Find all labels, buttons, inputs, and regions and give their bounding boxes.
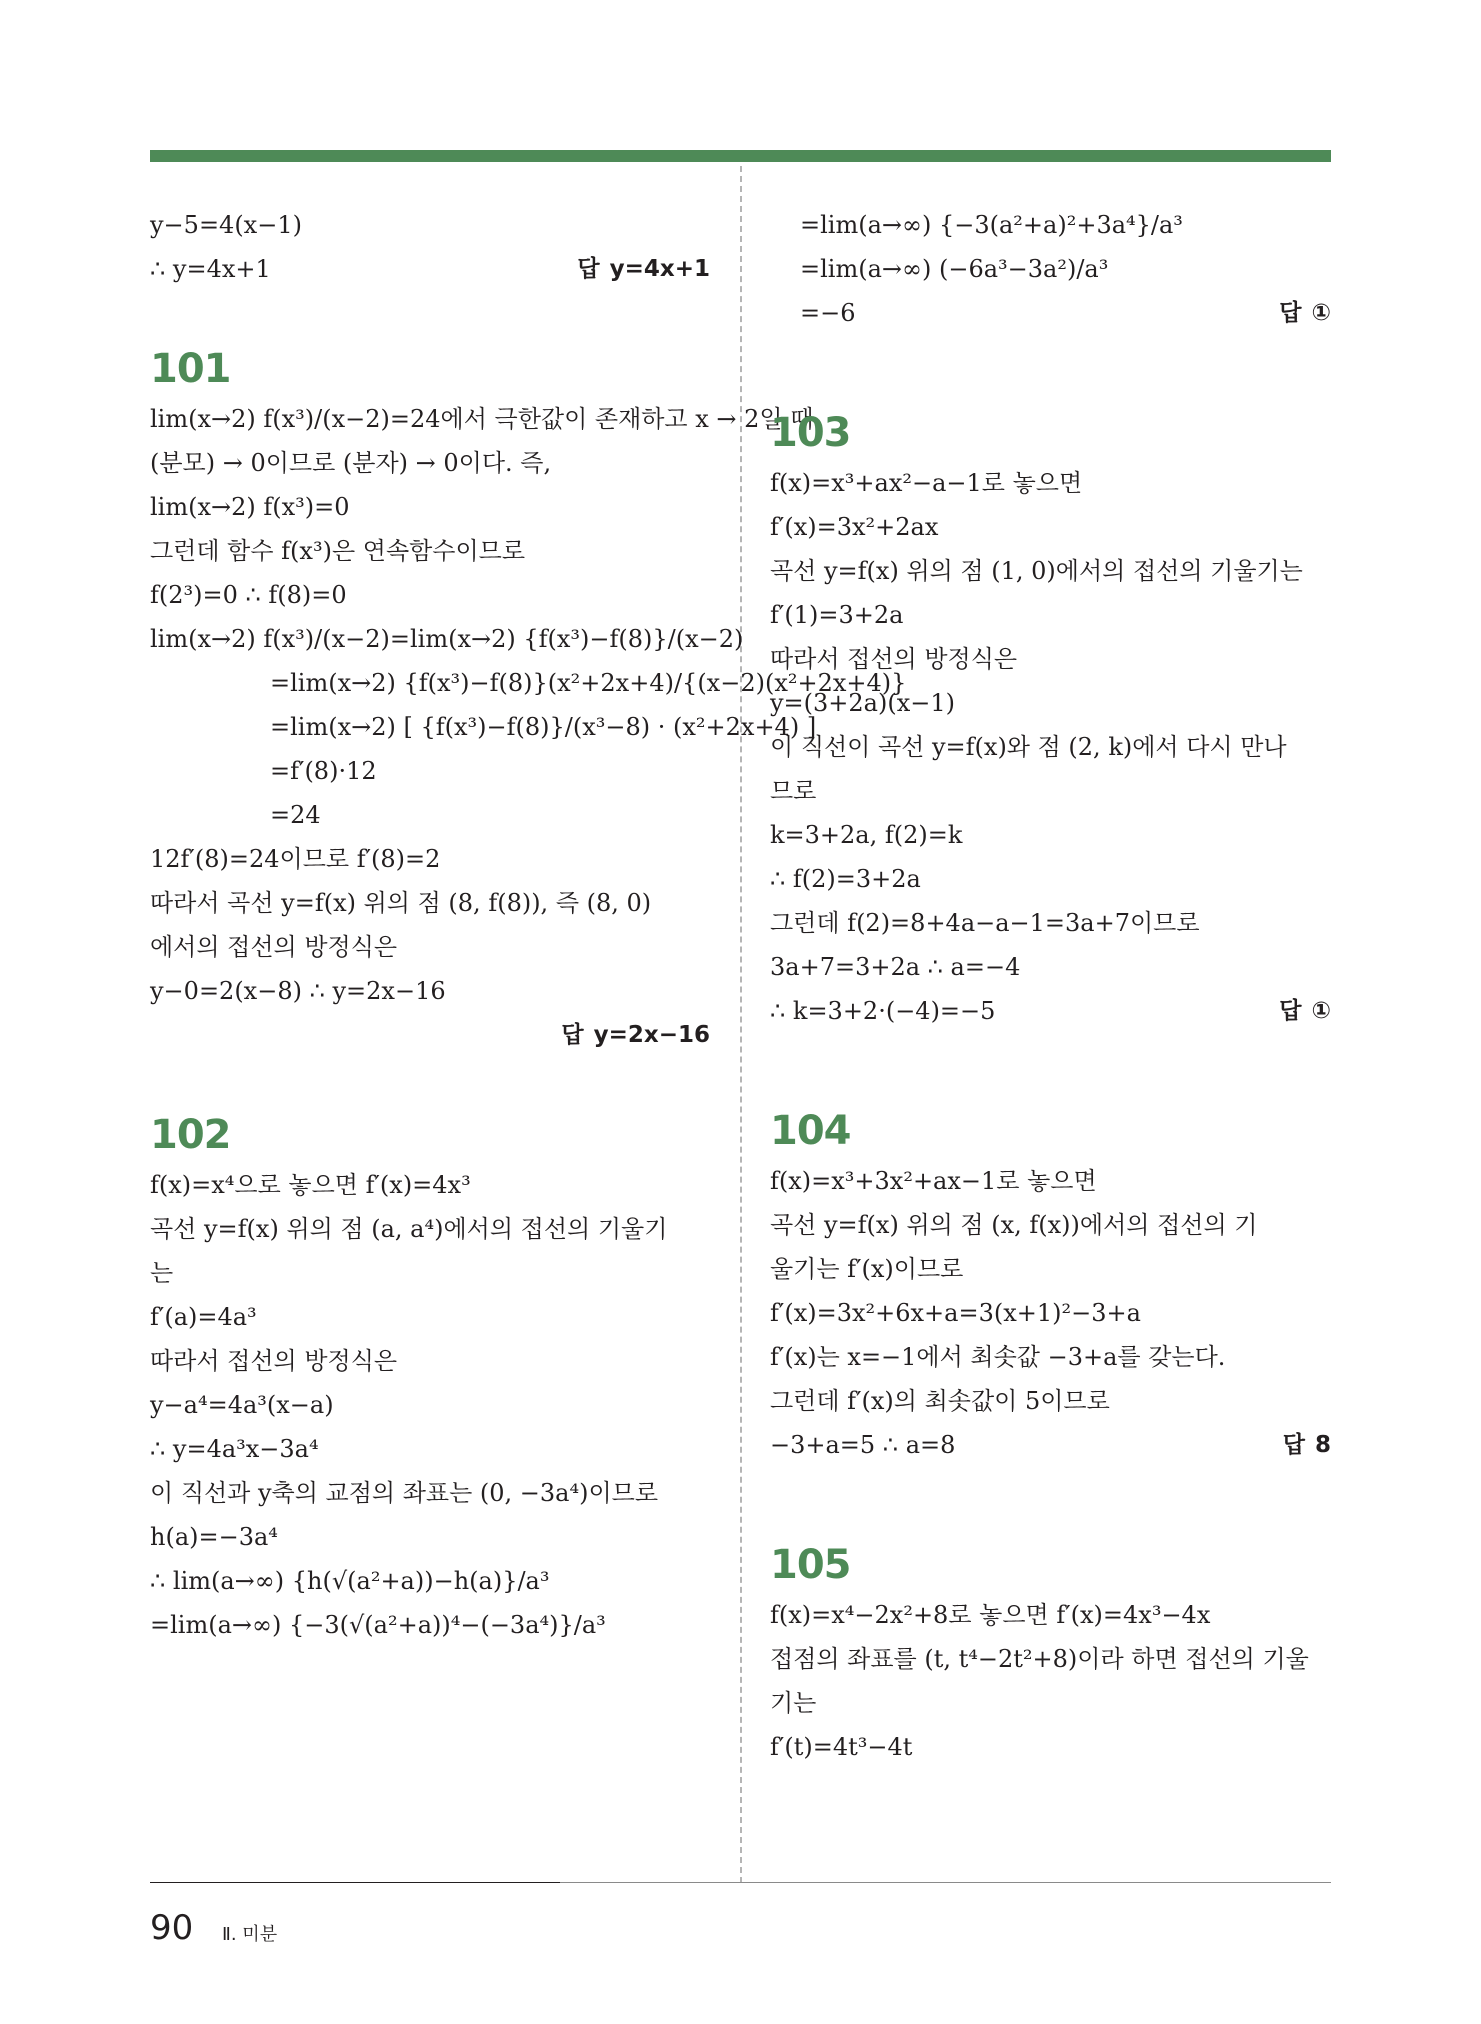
text-line: 그런데 f(2)=8+4a−a−1=3a+7이므로 (770, 909, 1200, 937)
text-line: 곡선 y=f(x) 위의 점 (x, f(x))에서의 접선의 기 (770, 1211, 1258, 1239)
text-line: 에서의 접선의 방정식은 (150, 933, 398, 961)
problem-number-103: 103 (770, 410, 851, 456)
text-line: f(x)=x⁴으로 놓으면 f′(x)=4x³ (150, 1171, 471, 1199)
text-line: 그런데 함수 f(x³)은 연속함수이므로 (150, 537, 526, 565)
text-line: y=(3+2a)(x−1) (770, 689, 955, 717)
text-line: ∴ y=4a³x−3a⁴ (150, 1435, 319, 1463)
text-line: 이 직선이 곡선 y=f(x)와 점 (2, k)에서 다시 만나 (770, 733, 1287, 761)
text-line: ∴ k=3+2·(−4)=−5 답 ① (770, 989, 1331, 1033)
text-line: 접점의 좌표를 (t, t⁴−2t²+8)이라 하면 접선의 기울 (770, 1645, 1309, 1673)
text-line: f(x)=x³+ax²−a−1로 놓으면 (770, 469, 1083, 497)
text-line: y−a⁴=4a³(x−a) (150, 1391, 334, 1419)
text-line: 곡선 y=f(x) 위의 점 (a, a⁴)에서의 접선의 기울기 (150, 1215, 668, 1243)
text-line: f′(a)=4a³ (150, 1303, 257, 1331)
text-line: 따라서 접선의 방정식은 (150, 1347, 398, 1375)
text-line: f′(x)는 x=−1에서 최솟값 −3+a를 갖는다. (770, 1343, 1226, 1371)
text-line: =−6 답 ① (770, 291, 1331, 335)
text-line: (분모) → 0이므로 (분자) → 0이다. 즉, (150, 449, 552, 477)
text-line: 울기는 f′(x)이므로 (770, 1255, 964, 1283)
text-line: =lim(x→2) {f(x³)−f(8)}(x²+2x+4)/{(x−2)(x²+2x+4)} (270, 669, 907, 697)
text-line: =lim(a→∞) {−3(√(a²+a))⁴−(−3a⁴)}/a³ (150, 1611, 606, 1639)
text-line: 는 (150, 1259, 174, 1287)
footer-rule (150, 1882, 560, 1883)
text-line: ∴ y=4x+1 답 y=4x+1 (150, 247, 710, 291)
text-line: 따라서 곡선 y=f(x) 위의 점 (8, f(8)), 즉 (8, 0) (150, 889, 652, 917)
text-line: 따라서 접선의 방정식은 (770, 645, 1018, 673)
text-line: =lim(a→∞) {−3(a²+a)²+3a⁴}/a³ (800, 211, 1183, 239)
text-line: f(2³)=0 ∴ f(8)=0 (150, 581, 347, 609)
text-line: 므로 (770, 777, 817, 805)
text-line: f′(x)=3x²+6x+a=3(x+1)²−3+a (770, 1299, 1141, 1327)
text-line: f(x)=x³+3x²+ax−1로 놓으면 (770, 1167, 1097, 1195)
problem-number-105: 105 (770, 1542, 851, 1588)
text-line: lim(x→2) f(x³)=0 (150, 493, 350, 521)
page-number: 90 (150, 1908, 194, 1948)
text-line: lim(x→2) f(x³)/(x−2)=lim(x→2) {f(x³)−f(8)}/(x−2) (150, 625, 744, 653)
problem-number-104: 104 (770, 1108, 851, 1154)
text-line: 이 직선과 y축의 교점의 좌표는 (0, −3a⁴)이므로 (150, 1479, 659, 1507)
text-line: k=3+2a, f(2)=k (770, 821, 963, 849)
text-line: −3+a=5 ∴ a=8 답 8 (770, 1423, 1331, 1467)
text-line: 3a+7=3+2a ∴ a=−4 (770, 953, 1021, 981)
right-column (770, 203, 1331, 1769)
chapter-label: Ⅱ. 미분 (222, 1924, 278, 1945)
text-line: lim(x→2) f(x³)/(x−2)=24에서 극한값이 존재하고 x → 2일 때 (150, 405, 814, 433)
text-line: =24 (270, 801, 321, 829)
top-accent-bar (150, 150, 1331, 162)
text-line: =lim(a→∞) (−6a³−3a²)/a³ (800, 255, 1109, 283)
text-line: ∴ lim(a→∞) {h(√(a²+a))−h(a)}/a³ (150, 1567, 550, 1595)
footer-rule (560, 1882, 1331, 1883)
text-line: f′(t)=4t³−4t (770, 1733, 913, 1761)
text-line: y−0=2(x−8) ∴ y=2x−16 (150, 977, 446, 1005)
text-line: =f′(8)·12 (270, 757, 377, 785)
text-line: f′(x)=3x²+2ax (770, 513, 939, 541)
text-line: =lim(x→2) [ {f(x³)−f(8)}/(x³−8) · (x²+2x+4) ] (270, 713, 817, 741)
problem-number-102: 102 (150, 1112, 231, 1158)
text-line: 기는 (770, 1689, 817, 1717)
text-line (150, 1013, 710, 1057)
answer: 답 y=2x−16 (561, 1022, 710, 1048)
text-line: y−5=4(x−1) (150, 211, 302, 239)
answer: 답 ① (1279, 998, 1331, 1024)
answer: 답 8 (1282, 1432, 1331, 1458)
problem-number-101: 101 (150, 346, 231, 392)
answer: 답 y=4x+1 (577, 256, 710, 282)
text-line: 그런데 f′(x)의 최솟값이 5이므로 (770, 1387, 1110, 1415)
text-line: 곡선 y=f(x) 위의 점 (1, 0)에서의 접선의 기울기는 (770, 557, 1303, 585)
text-line: h(a)=−3a⁴ (150, 1523, 278, 1551)
text-line: 12f′(8)=24이므로 f′(8)=2 (150, 845, 441, 873)
answer: 답 ① (1279, 300, 1331, 326)
text-line: ∴ f(2)=3+2a (770, 865, 921, 893)
text-line: f′(1)=3+2a (770, 601, 904, 629)
text-line: f(x)=x⁴−2x²+8로 놓으면 f′(x)=4x³−4x (770, 1601, 1211, 1629)
